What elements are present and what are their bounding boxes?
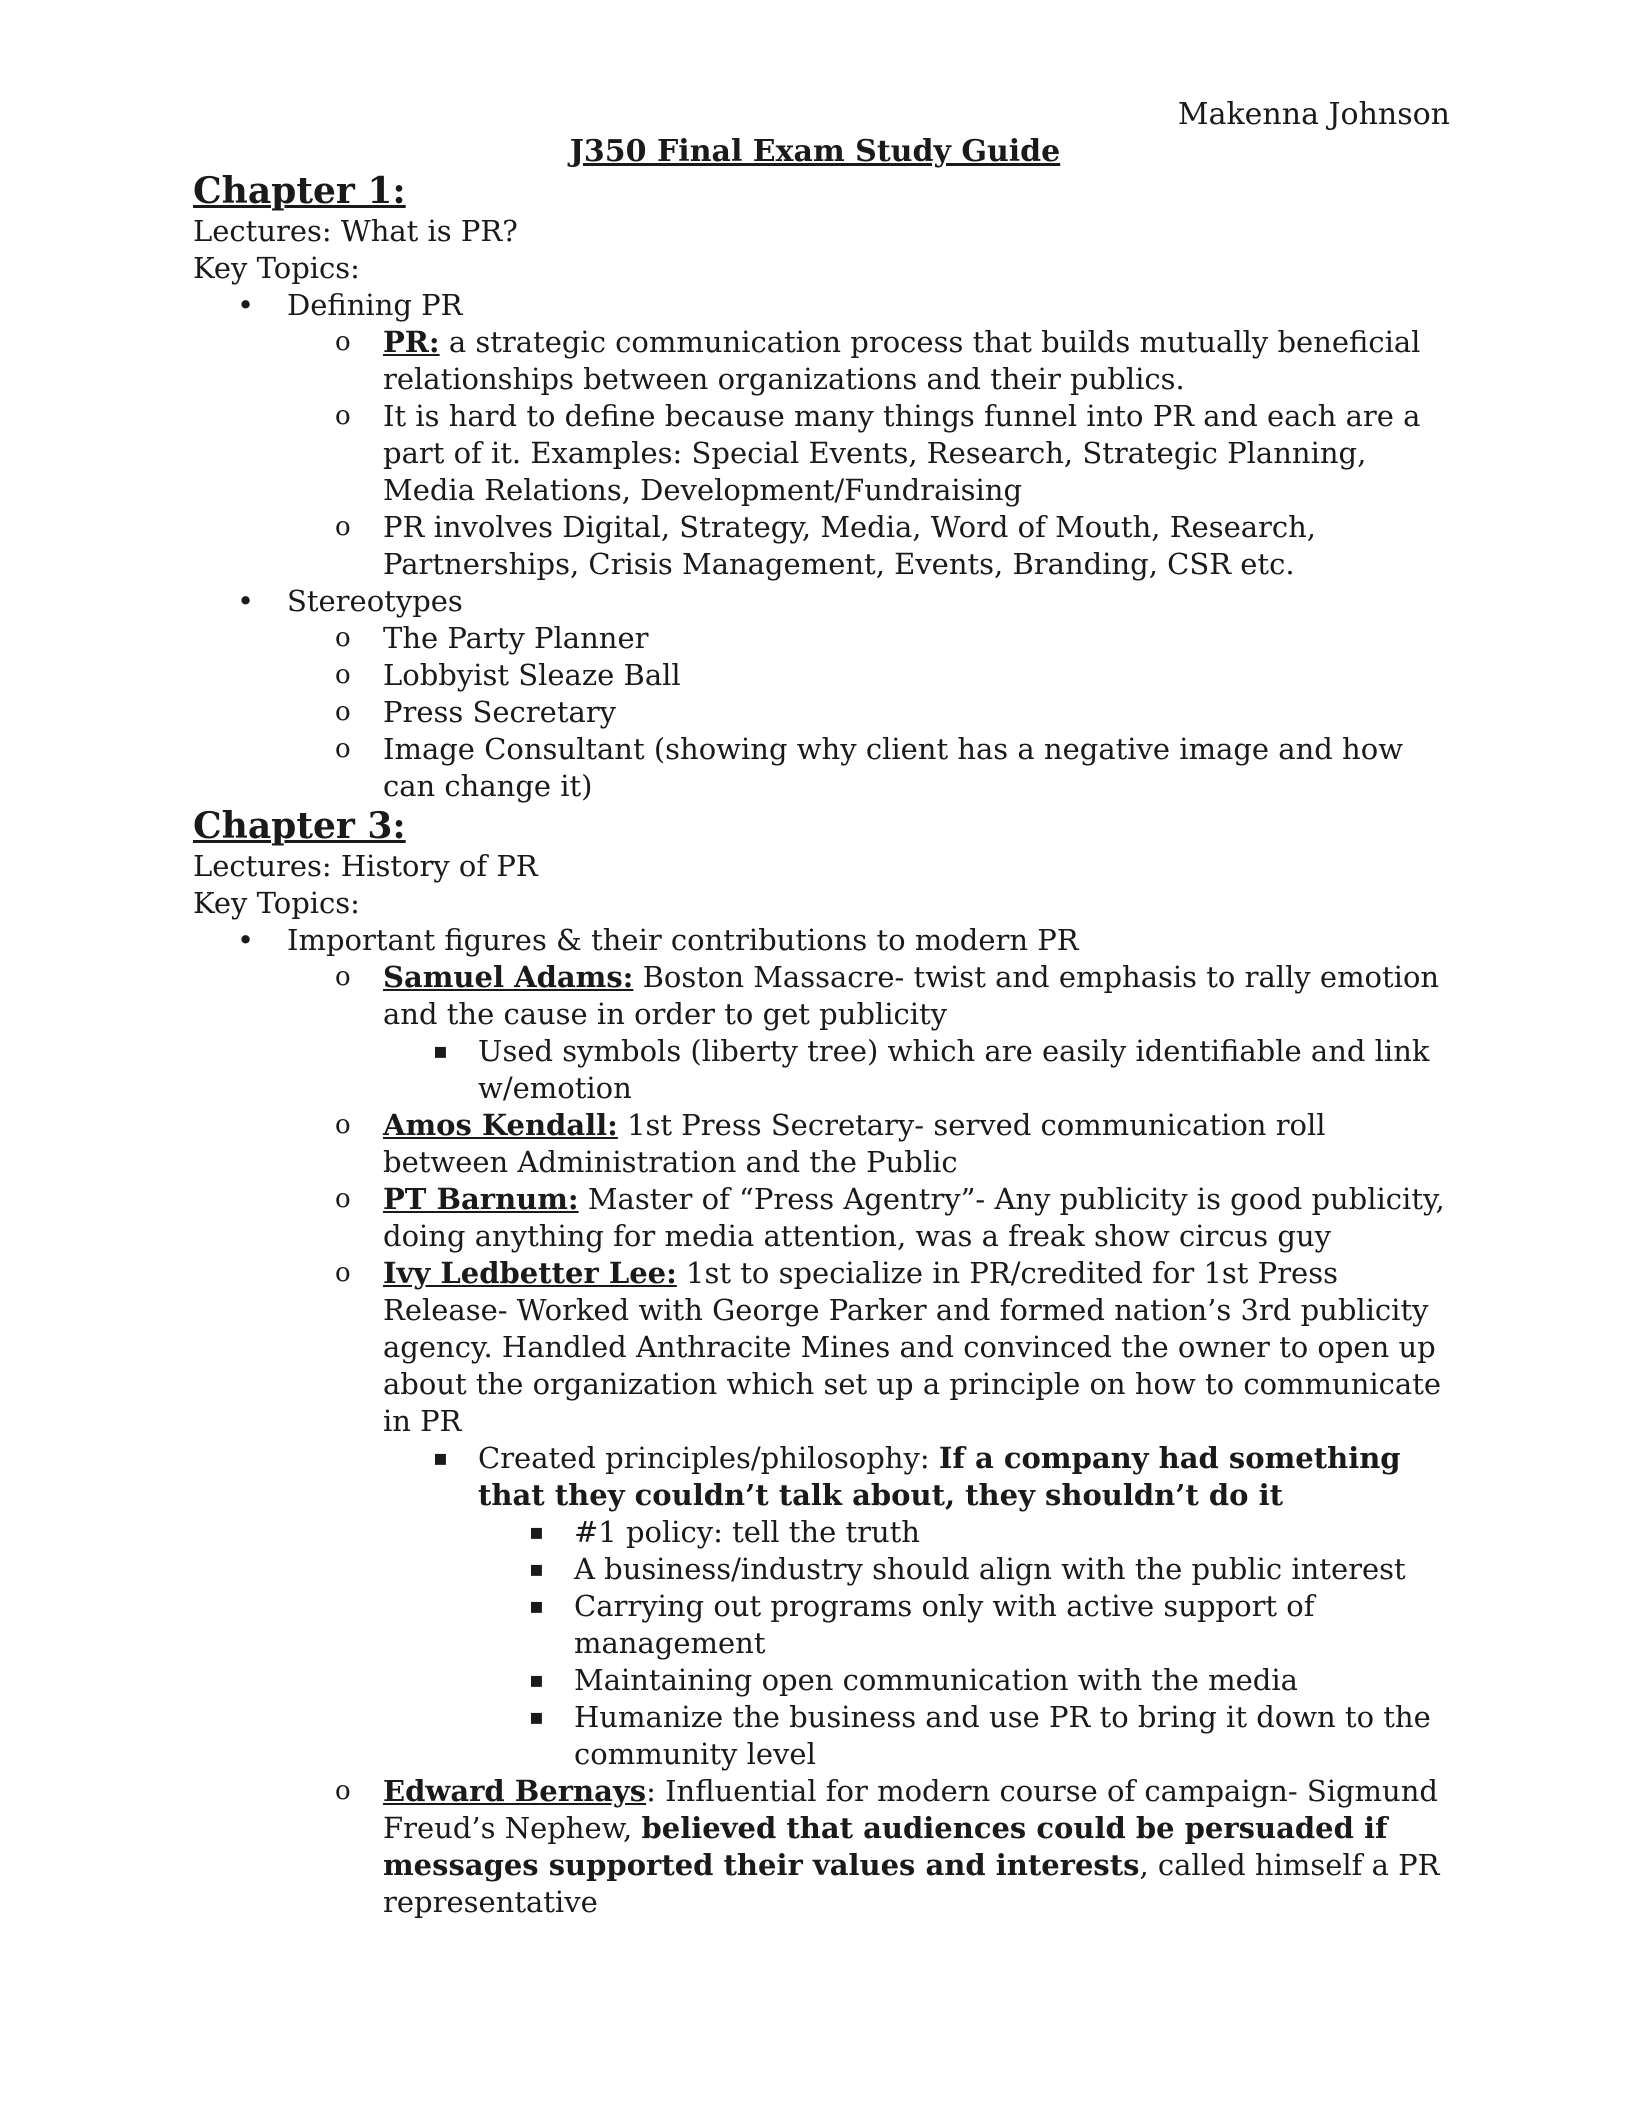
hollow-bullet-icon: o (335, 1110, 351, 1140)
policy-text: Carrying out programs only with active support of management (574, 1589, 1315, 1660)
figure-text: Boston Massacre- twist and emphasis to rally emotion and the cause in order to get publicity (383, 960, 1440, 1031)
list-item (193, 1033, 1453, 1107)
square-bullet-icon: ▪ (529, 1594, 544, 1619)
square-bullet-icon: ▪ (529, 1705, 544, 1730)
policy-text: Humanize the business and use PR to bring it down to the community level (574, 1700, 1431, 1771)
figure-name: Ivy Ledbetter Lee: (383, 1256, 677, 1290)
list-item (193, 324, 1453, 398)
policy-item (193, 1551, 1453, 1588)
topic-label: Important figures & their contributions to modern PR (287, 923, 1079, 957)
chapter-3-lectures: Lectures: History of PR (193, 849, 538, 883)
principles-statement: If a company had something that they couldn’t talk about, they shouldn’t do it (478, 1441, 1401, 1512)
figure-amos-kendall (193, 1107, 1453, 1181)
stereotype-item (193, 694, 1453, 731)
figure-name: Samuel Adams: (383, 960, 634, 994)
square-bullet-icon: ▪ (529, 1557, 544, 1582)
chapter-3-topic-list (193, 922, 1453, 1921)
figure-name: Amos Kendall: (383, 1108, 618, 1142)
list-item (193, 398, 1453, 509)
figure-name: PT Barnum: (383, 1182, 579, 1216)
topic-label: Defining PR (287, 288, 463, 322)
policy-item (193, 1699, 1453, 1773)
figure-colon: : (646, 1774, 656, 1808)
chapter-3-heading: Chapter 3: (193, 805, 406, 847)
stereotype-text: Press Secretary (383, 695, 617, 729)
chapter-3-section (193, 805, 1453, 1921)
document-body (193, 170, 1453, 1921)
figure-emphasis: believed that audiences could be persuaded if messages supported their values and interests (383, 1811, 1388, 1882)
hollow-bullet-icon: o (335, 660, 351, 690)
policy-item (193, 1514, 1453, 1551)
square-bullet-icon: ▪ (529, 1520, 544, 1545)
chapter-1-key-topics: Key Topics: (193, 251, 360, 285)
figure-pt-barnum (193, 1181, 1453, 1255)
figure-text: Influential for modern course of campaign- Sigmund Freud’s Nephew, (383, 1774, 1438, 1845)
list-item (193, 509, 1453, 583)
figure-samuel-adams (193, 959, 1453, 1033)
bullet-icon: • (237, 288, 255, 322)
hollow-bullet-icon: o (335, 697, 351, 727)
sub-point-text: Used symbols (liberty tree) which are easily identifiable and link w/emotion (478, 1034, 1430, 1105)
topic-stereotypes (193, 583, 1453, 620)
stereotype-text: Lobbyist Sleaze Ball (383, 658, 681, 692)
hollow-bullet-icon: o (335, 623, 351, 653)
pr-definition: a strategic communication process that builds mutually beneficial relationships between organizations and their publics. (383, 325, 1421, 396)
hollow-bullet-icon: o (335, 327, 351, 357)
figure-edward-bernays (193, 1773, 1453, 1921)
topic-label: Stereotypes (287, 584, 463, 618)
document-title: J350 Final Exam Study Guide (569, 134, 1061, 169)
chapter-1-heading: Chapter 1: (193, 170, 406, 212)
author-name: Makenna Johnson (1177, 97, 1450, 132)
list-item (193, 1440, 1453, 1514)
figure-text: 1st Press Secretary- served communication roll between Administration and the Public (383, 1108, 1326, 1179)
topic-important-figures (193, 922, 1453, 959)
bullet-icon: • (237, 584, 255, 618)
hollow-bullet-icon: o (335, 962, 351, 992)
figure-text: 1st to specialize in PR/credited for 1st Press Release- Worked with George Parker and formed nation’s 3rd publicity agency. Handled Anthracite Mines and convinced the owner to open up about the organization which set up a principle on how to communicate in PR (383, 1256, 1442, 1438)
figure-ivy-lee (193, 1255, 1453, 1440)
stereotype-text: The Party Planner (383, 621, 649, 655)
policy-text: #1 policy: tell the truth (574, 1515, 920, 1549)
principles-prefix: Created principles/philosophy: (478, 1441, 939, 1475)
square-bullet-icon: ▪ (529, 1668, 544, 1693)
chapter-1-lectures: Lectures: What is PR? (193, 214, 518, 248)
policy-text: A business/industry should align with the public interest (574, 1552, 1406, 1586)
hard-to-define-text: It is hard to define because many things funnel into PR and each are a part of it. Examples: Special Events, Research, Strategic Planning, Media Relations, Development/Fundraising (383, 399, 1421, 507)
figure-text: Master of “Press Agentry”- Any publicity is good publicity, doing anything for media attention, was a freak show circus guy (383, 1182, 1445, 1253)
chapter-1-topic-list (193, 287, 1453, 805)
policy-item (193, 1588, 1453, 1662)
hollow-bullet-icon: o (335, 1184, 351, 1214)
square-bullet-icon: ▪ (433, 1039, 448, 1064)
hollow-bullet-icon: o (335, 734, 351, 764)
stereotype-item (193, 731, 1453, 805)
square-bullet-icon: ▪ (433, 1446, 448, 1471)
stereotype-item (193, 657, 1453, 694)
chapter-3-key-topics: Key Topics: (193, 886, 360, 920)
hollow-bullet-icon: o (335, 1776, 351, 1806)
hollow-bullet-icon: o (335, 401, 351, 431)
figure-name: Edward Bernays (383, 1774, 647, 1808)
chapter-1-section (193, 170, 1453, 805)
policy-text: Maintaining open communication with the media (574, 1663, 1298, 1697)
topic-defining-pr (193, 287, 1453, 324)
stereotype-text: Image Consultant (showing why client has a negative image and how can change it) (383, 732, 1404, 803)
figure-text-end: , called himself a PR representative (383, 1848, 1440, 1919)
stereotype-item (193, 620, 1453, 657)
pr-involves-text: PR involves Digital, Strategy, Media, Word of Mouth, Research, Partnerships, Crisis Management, Events, Branding, CSR etc. (383, 510, 1317, 581)
pr-term: PR: (383, 325, 440, 359)
bullet-icon: • (237, 923, 255, 957)
hollow-bullet-icon: o (335, 1258, 351, 1288)
hollow-bullet-icon: o (335, 512, 351, 542)
policy-item (193, 1662, 1453, 1699)
